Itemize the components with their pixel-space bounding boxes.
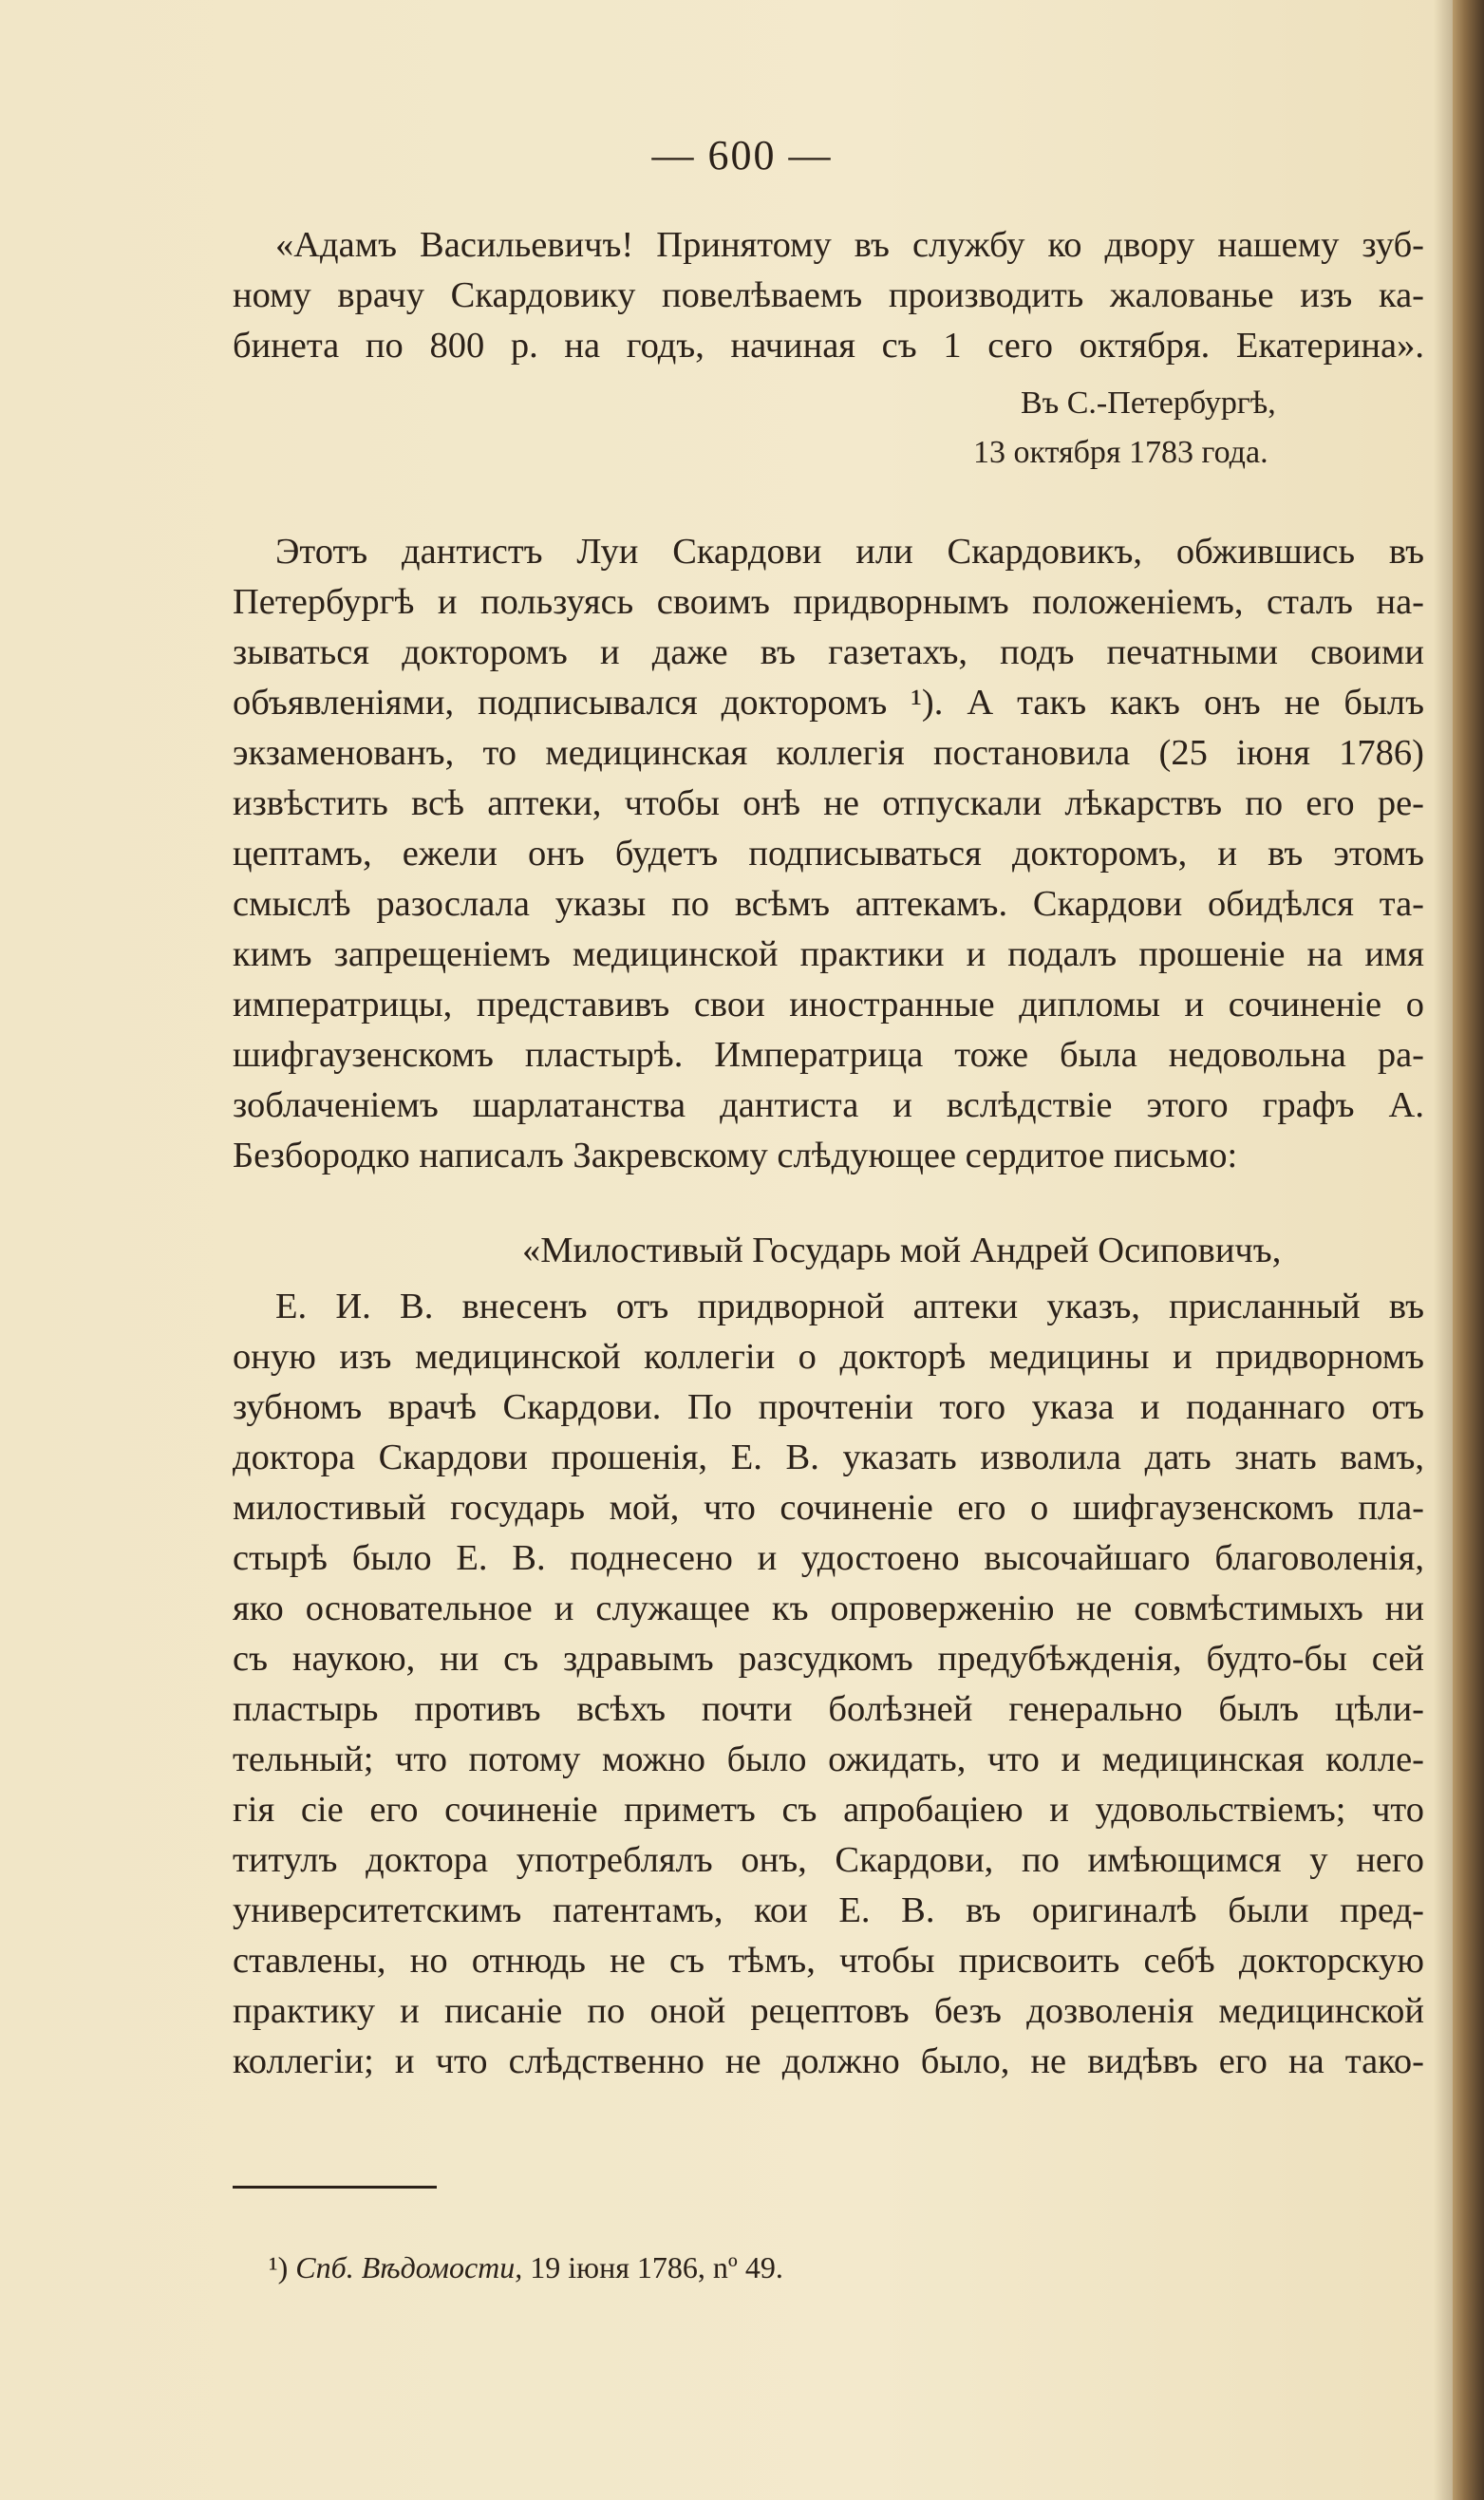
signature-date: 13 октября 1783 года. — [973, 435, 1268, 470]
footnote-detail: 19 іюня 1786, nº 49. — [530, 2250, 783, 2284]
text-line: титулъ доктора употреблялъ онъ, Скардови, по имѣющимся у него — [233, 1840, 1424, 1880]
text-line: ному врачу Скардовику повелѣваемъ производить жалованье изъ ка- — [233, 275, 1424, 315]
text-line: тельный; что потому можно было ожидать, что и медицинская колле- — [233, 1739, 1424, 1779]
text-line: Е. И. В. внесенъ отъ придворной аптеки указъ, присланный въ — [275, 1287, 1424, 1326]
paragraph-letter — [233, 1282, 1424, 2087]
text-line: смыслѣ разослала указы по всѣмъ аптекамъ. Скардови обидѣлся та- — [233, 884, 1424, 924]
text-line: доктора Скардови прошенія, Е. В. указать изволила дать знать вамъ, — [233, 1438, 1424, 1477]
text-line: императрицы, представивъ свои иностранные дипломы и сочиненіе о — [233, 985, 1424, 1024]
text-line: оную изъ медицинской коллегіи о докторѣ медицины и придворномъ — [233, 1337, 1424, 1377]
text-line: извѣстить всѣ аптеки, чтобы онѣ не отпускали лѣкарствъ по его ре- — [233, 783, 1424, 823]
page-edge — [1453, 0, 1484, 2500]
footnote-source: Спб. Вѣдомости, — [295, 2250, 523, 2284]
text-line: зываться докторомъ и даже въ газетахъ, подъ печатными своими — [233, 632, 1424, 672]
text-line: практику и писаніе по оной рецептовъ безъ дозволенія медицинской — [233, 1991, 1424, 2031]
footnote — [269, 2250, 783, 2285]
paragraph-narrative — [233, 527, 1424, 1181]
letter-salutation: «Милостивый Государь мой Андрей Осиповичъ, — [522, 1231, 1282, 1270]
text-line: Безбородко написалъ Закревскому слѣдующее сердитое письмо: — [233, 1136, 1238, 1175]
text-line: «Адамъ Васильевичъ! Принятому въ службу ко двору нашему зуб- — [275, 225, 1424, 265]
text-line: пластырь противъ всѣхъ почти болѣзней генерально былъ цѣли- — [233, 1689, 1424, 1729]
text-line: ставлены, но отнюдь не съ тѣмъ, чтобы присвоить себѣ докторскую — [233, 1941, 1424, 1981]
text-line: объявленіями, подписывался докторомъ ¹). А такъ какъ онъ не былъ — [233, 683, 1424, 723]
text-line: кимъ запрещеніемъ медицинской практики и подалъ прошеніе на имя — [233, 934, 1424, 974]
text-line: экзаменованъ, то медицинская коллегія постановила (25 іюня 1786) — [233, 733, 1424, 773]
paragraph-decree — [233, 220, 1424, 371]
page-gutter-shadow — [1434, 0, 1453, 2500]
text-line: университетскимъ патентамъ, кои Е. В. въ оригиналѣ были пред- — [233, 1890, 1424, 1930]
text-line: цептамъ, ежели онъ будетъ подписываться докторомъ, и въ этомъ — [233, 834, 1424, 874]
page-number: — 600 — — [651, 132, 833, 179]
text-line: зоблаченіемъ шарлатанства дантиста и вслѣдствіе этого графъ А. — [233, 1085, 1424, 1125]
signature-place: Въ С.-Петербургѣ, — [1021, 385, 1276, 421]
text-line: Петербургѣ и пользуясь своимъ придворнымъ положеніемъ, сталъ на- — [233, 582, 1424, 622]
text-line: зубномъ врачѣ Скардови. По прочтеніи того указа и поданнаго отъ — [233, 1387, 1424, 1427]
text-line: съ наукою, ни съ здравымъ разсудкомъ предубѣжденія, будто-бы сей — [233, 1639, 1424, 1679]
text-line: милостивый государь мой, что сочиненіе его о шифгаузенскомъ пла- — [233, 1488, 1424, 1528]
text-line: коллегіи; и что слѣдственно не должно было, не видѣвъ его на тако- — [233, 2041, 1424, 2081]
text-line: бинета по 800 р. на годъ, начиная съ 1 сего октября. Екатерина». — [233, 326, 1424, 366]
footnote-divider — [233, 2186, 437, 2189]
text-line: гія сіе его сочиненіе приметъ съ апробаціею и удовольствіемъ; что — [233, 1790, 1424, 1830]
text-line: Этотъ дантистъ Луи Скардови или Скардовикъ, обжившись въ — [275, 532, 1424, 572]
footnote-marker: ¹) — [269, 2250, 289, 2284]
text-line: яко основательное и служащее къ опроверженію не совмѣстимыхъ ни — [233, 1588, 1424, 1628]
text-line: шифгаузенскомъ пластырѣ. Императрица тоже была недовольна ра- — [233, 1035, 1424, 1075]
text-line: стырѣ было Е. В. поднесено и удостоено высочайшаго благоволенія, — [233, 1538, 1424, 1578]
